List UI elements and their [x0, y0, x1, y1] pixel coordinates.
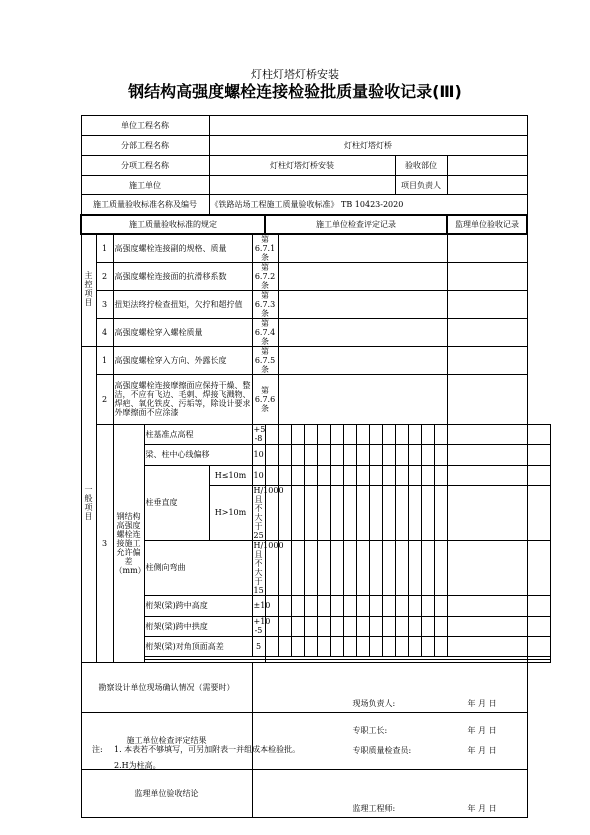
tolerance-label: 柱基准点高程: [144, 424, 252, 444]
measure-cell[interactable]: [291, 636, 304, 656]
measure-cell[interactable]: [343, 444, 356, 465]
measure-cell[interactable]: [434, 424, 447, 444]
measure-cell[interactable]: [330, 636, 343, 656]
measure-cell[interactable]: [369, 424, 382, 444]
measure-cell[interactable]: [265, 444, 278, 465]
measure-cell[interactable]: [421, 485, 434, 540]
inspection-form-table: [80, 115, 551, 818]
supervisor-record-header: 监理单位验收记录: [447, 215, 527, 234]
measure-cell[interactable]: [291, 444, 304, 465]
item-text: 高强度螺栓连接副的规格、质量: [113, 234, 252, 263]
item-project-field[interactable]: 灯柱灯塔灯桥安装: [209, 156, 395, 176]
measure-cell[interactable]: [408, 444, 421, 465]
measure-cell[interactable]: [434, 616, 447, 636]
tolerance-sublabel: H≤10m: [209, 465, 252, 485]
date-label: 年 月 日: [467, 698, 497, 708]
measure-cell[interactable]: [317, 424, 330, 444]
main-control-label: 主控项目: [81, 234, 96, 347]
supervisor-conclusion-field[interactable]: [252, 769, 527, 817]
quality-inspector-label: 专职质量检查员:: [352, 746, 412, 755]
measure-cell[interactable]: [356, 540, 369, 595]
measure-cell[interactable]: [382, 424, 395, 444]
measure-cell[interactable]: [395, 540, 408, 595]
item-number: 1: [96, 346, 113, 374]
measure-cell[interactable]: [330, 444, 343, 465]
measure-cell[interactable]: [447, 465, 527, 485]
tolerance-label: 桁架(梁)对角顶面高差: [144, 636, 252, 656]
supervisor-conclusion-label: 监理单位验收结论: [81, 769, 252, 817]
general-items-label: 一般项目: [81, 346, 96, 662]
measure-cell[interactable]: [343, 424, 356, 444]
tolerance-value: ±10: [252, 595, 265, 616]
measure-cell[interactable]: [343, 636, 356, 656]
measure-cell[interactable]: [434, 465, 447, 485]
item-number: 4: [96, 318, 113, 346]
measure-cell[interactable]: [330, 485, 343, 540]
supervisor-record-cell[interactable]: [527, 424, 550, 444]
measure-cell[interactable]: [304, 540, 317, 595]
document-subtitle: 灯柱灯塔灯桥安装: [251, 68, 339, 81]
measure-cell[interactable]: [343, 616, 356, 636]
supervisor-record-cell[interactable]: [447, 318, 527, 346]
measure-cell[interactable]: [382, 540, 395, 595]
measure-cell[interactable]: [434, 444, 447, 465]
supervisor-record-cell[interactable]: [527, 465, 550, 485]
measure-cell[interactable]: [408, 636, 421, 656]
measure-cell[interactable]: [278, 424, 291, 444]
spec-header: 施工质量验收标准的规定: [81, 215, 265, 234]
measure-cell[interactable]: [408, 595, 421, 616]
measure-cell[interactable]: [304, 485, 317, 540]
item-text: 高强度螺栓穿入螺栓质量: [113, 318, 252, 346]
measure-cell[interactable]: [278, 444, 291, 465]
design-unit-label: 勘察设计单位现场确认情况（需要时）: [81, 662, 252, 712]
manager-label: 项目负责人: [395, 176, 447, 195]
measure-cell[interactable]: [421, 540, 434, 595]
measure-cell[interactable]: [421, 616, 434, 636]
tolerance-label: 柱垂直度: [144, 465, 209, 540]
item-clause: 第6.7.3条: [252, 290, 278, 318]
measure-cell[interactable]: [343, 595, 356, 616]
measure-cell[interactable]: [395, 424, 408, 444]
measure-cell[interactable]: [278, 465, 291, 485]
measure-cell[interactable]: [265, 636, 278, 656]
note-1: 1. 本表若不够填写，可另加附表一并组成本检验批。: [114, 745, 301, 754]
measure-cell[interactable]: [291, 540, 304, 595]
measure-cell[interactable]: [330, 424, 343, 444]
measure-cell[interactable]: [291, 424, 304, 444]
measure-cell[interactable]: [421, 465, 434, 485]
measure-cell[interactable]: [434, 595, 447, 616]
measure-cell[interactable]: [317, 485, 330, 540]
item-project-label: 分项工程名称: [81, 156, 209, 176]
measure-cell[interactable]: [317, 595, 330, 616]
note-2: 2.H为柱高。: [114, 761, 161, 770]
date-label: 年 月 日: [467, 803, 497, 813]
measure-cell[interactable]: [395, 444, 408, 465]
measure-cell[interactable]: [369, 485, 382, 540]
contractor-record-cell[interactable]: [278, 262, 447, 290]
measure-cell[interactable]: [434, 485, 447, 540]
standard-label: 施工质量验收标准名称及编号: [81, 195, 209, 215]
sub-project-field[interactable]: 灯柱灯塔灯桥: [209, 136, 527, 156]
measure-cell[interactable]: [356, 444, 369, 465]
measure-cell[interactable]: [278, 595, 291, 616]
measure-cell[interactable]: [369, 636, 382, 656]
measure-cell[interactable]: [304, 465, 317, 485]
measure-cell[interactable]: [330, 540, 343, 595]
accept-part-label: 验收部位: [395, 156, 447, 176]
measure-cell[interactable]: [421, 595, 434, 616]
measure-cell[interactable]: [447, 595, 527, 616]
unit-project-field[interactable]: [209, 116, 527, 136]
supervisor-record-cell[interactable]: [527, 595, 550, 616]
supervisor-record-cell[interactable]: [527, 485, 550, 540]
measure-cell[interactable]: [356, 465, 369, 485]
measure-cell[interactable]: [382, 636, 395, 656]
measure-cell[interactable]: [408, 540, 421, 595]
measure-cell[interactable]: [317, 636, 330, 656]
measure-cell[interactable]: [421, 636, 434, 656]
supervisor-record-cell[interactable]: [447, 290, 527, 318]
measure-cell[interactable]: [408, 465, 421, 485]
measure-cell[interactable]: [291, 485, 304, 540]
notes-prefix: 注:: [92, 745, 103, 754]
measure-cell[interactable]: [447, 540, 527, 595]
measure-cell[interactable]: [382, 595, 395, 616]
measure-cell[interactable]: [447, 424, 527, 444]
measure-cell[interactable]: [447, 636, 527, 656]
contractor-record-cell[interactable]: [278, 318, 447, 346]
contractor-record-cell[interactable]: [278, 374, 447, 424]
standard-field[interactable]: 《铁路站场工程施工质量验收标准》 TB 10423-2020: [209, 195, 527, 215]
item-clause: 第6.7.6条: [252, 374, 278, 424]
tolerance-sublabel: H>10m: [209, 485, 252, 540]
tolerance-value: H/1000且不大于15: [253, 540, 284, 595]
item-text: 高强度螺栓穿入方向、外露长度: [113, 346, 252, 374]
measure-cell[interactable]: [356, 616, 369, 636]
supervisor-record-cell[interactable]: [527, 540, 550, 595]
spacer-cell: [527, 659, 550, 662]
measure-cell[interactable]: [291, 595, 304, 616]
manager-field[interactable]: [447, 176, 527, 195]
item-number: 2: [96, 262, 113, 290]
measure-cell[interactable]: [356, 424, 369, 444]
supervisor-record-cell[interactable]: [527, 636, 550, 656]
tolerance-group-label: 钢结构高强度螺栓连接施工允许偏差（mm）: [113, 424, 144, 662]
measure-cell[interactable]: [304, 444, 317, 465]
measure-cell[interactable]: [369, 595, 382, 616]
measure-cell[interactable]: [343, 485, 356, 540]
tolerance-label: 柱侧向弯曲: [144, 540, 252, 595]
measure-cell[interactable]: [317, 444, 330, 465]
measure-cell[interactable]: [343, 465, 356, 485]
measure-cell[interactable]: [317, 465, 330, 485]
measure-cell[interactable]: [382, 485, 395, 540]
measure-cell[interactable]: [369, 444, 382, 465]
item-text: 高强度螺栓连接面的抗滑移系数: [113, 262, 252, 290]
contractor-record-cell[interactable]: [278, 234, 447, 263]
measure-cell[interactable]: [382, 444, 395, 465]
item-number: 2: [96, 374, 113, 424]
measure-cell[interactable]: [304, 636, 317, 656]
measure-cell[interactable]: [408, 485, 421, 540]
measure-cell[interactable]: [408, 616, 421, 636]
measure-cell[interactable]: [395, 485, 408, 540]
measure-cell[interactable]: [265, 424, 278, 444]
measure-cell[interactable]: [395, 616, 408, 636]
sub-project-label: 分部工程名称: [81, 136, 209, 156]
measure-cell[interactable]: [447, 485, 527, 540]
contractor-result-label: 施工单位检查评定结果: [81, 712, 252, 769]
item-clause: 第6.7.1条: [252, 234, 278, 263]
tolerance-label: 梁、柱中心线偏移: [144, 444, 252, 465]
measure-cell[interactable]: [356, 595, 369, 616]
item-number: 3: [96, 424, 113, 662]
item-clause: 第6.7.2条: [252, 262, 278, 290]
supervisor-record-cell[interactable]: [527, 616, 550, 636]
measure-cell[interactable]: [304, 424, 317, 444]
contractor-field[interactable]: [209, 176, 395, 195]
site-manager-label: 现场负责人:: [352, 698, 396, 708]
item-clause: 第6.7.5条: [252, 346, 278, 374]
tolerance-value: 5: [252, 636, 265, 656]
measure-cell[interactable]: [421, 424, 434, 444]
contractor-result-field[interactable]: [252, 712, 527, 769]
item-number: 3: [96, 290, 113, 318]
date-label: 年 月 日: [467, 746, 497, 755]
measure-cell[interactable]: [434, 540, 447, 595]
item-clause: 第6.7.4条: [252, 318, 278, 346]
measure-cell[interactable]: [421, 444, 434, 465]
date-label: 年 月 日: [467, 726, 497, 735]
measure-cell[interactable]: [395, 636, 408, 656]
contractor-label: 施工单位: [81, 176, 209, 195]
item-number: 1: [96, 234, 113, 263]
supervisor-record-cell[interactable]: [447, 262, 527, 290]
measure-cell[interactable]: [317, 616, 330, 636]
measure-cell[interactable]: [356, 485, 369, 540]
supervisor-record-cell[interactable]: [447, 346, 527, 374]
measure-cell[interactable]: [330, 595, 343, 616]
measure-cell[interactable]: [447, 616, 527, 636]
foreman-label: 专职工长:: [352, 726, 388, 735]
measure-cell[interactable]: [343, 540, 356, 595]
supervisor-record-cell[interactable]: [527, 444, 550, 465]
unit-project-label: 单位工程名称: [81, 116, 209, 136]
tolerance-value: +10 -5: [253, 617, 271, 635]
contractor-record-cell[interactable]: [278, 346, 447, 374]
measure-cell[interactable]: [369, 540, 382, 595]
measure-cell[interactable]: [265, 465, 278, 485]
tolerance-value: +5 -8: [253, 425, 266, 443]
measure-cell[interactable]: [278, 636, 291, 656]
measure-cell[interactable]: [317, 540, 330, 595]
supervisor-record-cell[interactable]: [447, 374, 527, 424]
measure-cell[interactable]: [395, 595, 408, 616]
measure-cell[interactable]: [447, 444, 527, 465]
measure-cell[interactable]: [369, 616, 382, 636]
item-text: 高强度螺栓连接摩擦面应保持干燥、整洁，不应有飞边、毛刺、焊接飞溅物、焊疤、氧化铁皮、污垢等，除设计要求外摩擦面不应涂漆: [113, 374, 252, 424]
measure-cell[interactable]: [382, 465, 395, 485]
measure-cell[interactable]: [278, 616, 291, 636]
measure-cell[interactable]: [408, 424, 421, 444]
tolerance-label: 桁架(梁)跨中高度: [144, 595, 252, 616]
measure-cell[interactable]: [434, 636, 447, 656]
measure-cell[interactable]: [369, 465, 382, 485]
tolerance-value: 10: [252, 444, 265, 465]
tolerance-value: 10: [252, 465, 265, 485]
measure-cell[interactable]: [304, 595, 317, 616]
tolerance-value: H/1000且不大于25: [253, 485, 284, 540]
measure-cell[interactable]: [395, 465, 408, 485]
document-title: 钢结构高强度螺栓连接检验批质量验收记录(Ⅲ): [128, 82, 462, 101]
tolerance-label: 桁架(梁)跨中拱度: [144, 616, 252, 636]
measure-cell[interactable]: [356, 636, 369, 656]
contractor-record-header: 施工单位检查评定记录: [265, 215, 447, 234]
supervisor-record-cell[interactable]: [447, 234, 527, 263]
item-text: 扭矩法终拧检查扭矩，欠拧和超拧值: [113, 290, 252, 318]
measure-cell[interactable]: [304, 616, 317, 636]
supervising-engineer-label: 监理工程师:: [352, 803, 396, 813]
measure-cell[interactable]: [291, 616, 304, 636]
measure-cell[interactable]: [382, 616, 395, 636]
contractor-record-cell[interactable]: [278, 290, 447, 318]
design-unit-field[interactable]: [252, 662, 527, 712]
measure-cell[interactable]: [330, 616, 343, 636]
measure-cell[interactable]: [330, 465, 343, 485]
measure-cell[interactable]: [291, 465, 304, 485]
accept-part-field[interactable]: [447, 156, 527, 176]
